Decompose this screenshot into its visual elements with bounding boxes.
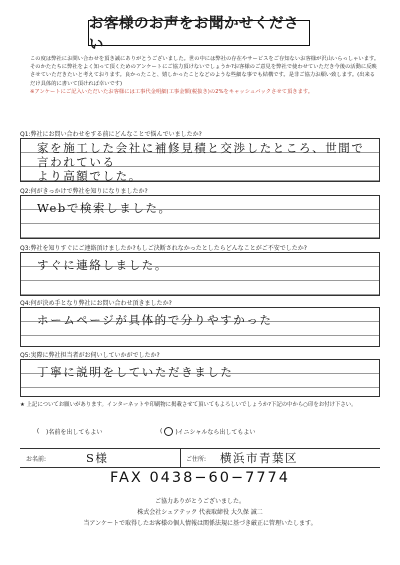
question-5-answer[interactable] [20, 359, 380, 397]
answer-line: ホームページが具体的で分りやすかった [37, 313, 273, 327]
address-field[interactable]: 横浜市青葉区 [220, 451, 298, 465]
company-signature: 株式会社シェアテック 代表取締役 大久保 誠二 [137, 509, 263, 516]
circled-mark-icon [164, 427, 173, 436]
name-label: お名前: [26, 456, 47, 463]
name-address-row [20, 448, 380, 468]
row-divider [180, 449, 181, 467]
intro-body: この度は弊社にお問い合わせを頂き誠にありがとうございました。世の中には弊社の存在やサービスをご存知ないお客様が沢山いらっしゃいます。そのかたたちに弊社をよく知って頂くためのアンケートにご協力頂けないでしょうか?お客様のご意見を弊社で使わせていただき今後の活動に反映させていただきたいと考えております。良かったこと、嬉しかったことなどのような些細な事でも結構です。是非ご協力お願い致します。(出来るだけ具体的に書いて頂ければ幸いです) [30, 56, 380, 87]
answer-line: 家を施工した会社に補修見積と交渉したところ、世間で言われている [37, 141, 365, 169]
publication-consent-text: ★ 上記についてお願いがあります。インターネットや印刷物に掲載させて頂いてもよろしいでしょうか?下記の中から○印をお付け下さい。 [20, 402, 357, 408]
option-name-label: )名前を出してもよい [46, 429, 103, 436]
option-paren: ( [36, 428, 40, 435]
answer-line: すぐに連絡しました。 [37, 258, 168, 272]
intro-text [30, 55, 380, 96]
option-paren: ( [160, 428, 163, 435]
question-3-label: Q3:弊社を知りすぐにご連絡頂けましたか?もしご決断されなかったとしたらどんなことがご不安でしたか? [20, 245, 307, 252]
cashback-notice: ※アンケートにご記入いただいたお客様には工事代金明細(工事金額(税抜き)の2%をキャッシュバックさせて頂きます。 [30, 88, 314, 95]
name-field[interactable]: S様 [86, 451, 109, 465]
question-3-answer[interactable] [20, 252, 380, 296]
question-4-label: Q4:何が決め手となり弊社にお問い合わせ頂きましたか? [20, 300, 172, 307]
question-5-label: Q5:実際に弊社担当者がお伺いしていかがでしたか? [20, 352, 160, 359]
question-4-answer[interactable] [20, 307, 380, 347]
option-initial-label: )イニシャルなら出してもよい [175, 429, 256, 436]
consent-option-name[interactable] [30, 427, 102, 436]
thanks-text: ご協力ありがとうございました。 [154, 498, 245, 505]
fax-number: FAX 0438−60−7774 [109, 470, 291, 486]
question-2-answer[interactable] [20, 195, 380, 239]
answer-line: より高額でした。 [37, 169, 142, 183]
consent-option-initial[interactable] [160, 427, 255, 436]
question-1-label: Q1:弊社にお問い合わせをする前にどんなことで悩んでいましたか? [20, 131, 202, 138]
address-label: ご住所: [186, 456, 207, 463]
question-1-answer[interactable] [20, 138, 380, 182]
answer-line: 丁寧に説明をしていただきました [37, 365, 234, 379]
question-2-label: Q2:何がきっかけで弊社を知りになりましたか? [20, 188, 148, 195]
answer-line: Webで検索しました。 [37, 201, 172, 215]
privacy-notice: 当アンケートで取得したお客様の個人情報は関係法規に基づき厳正に管理いたします。 [83, 520, 317, 527]
form-title: お客様のお声をお聞かせください [88, 20, 310, 46]
